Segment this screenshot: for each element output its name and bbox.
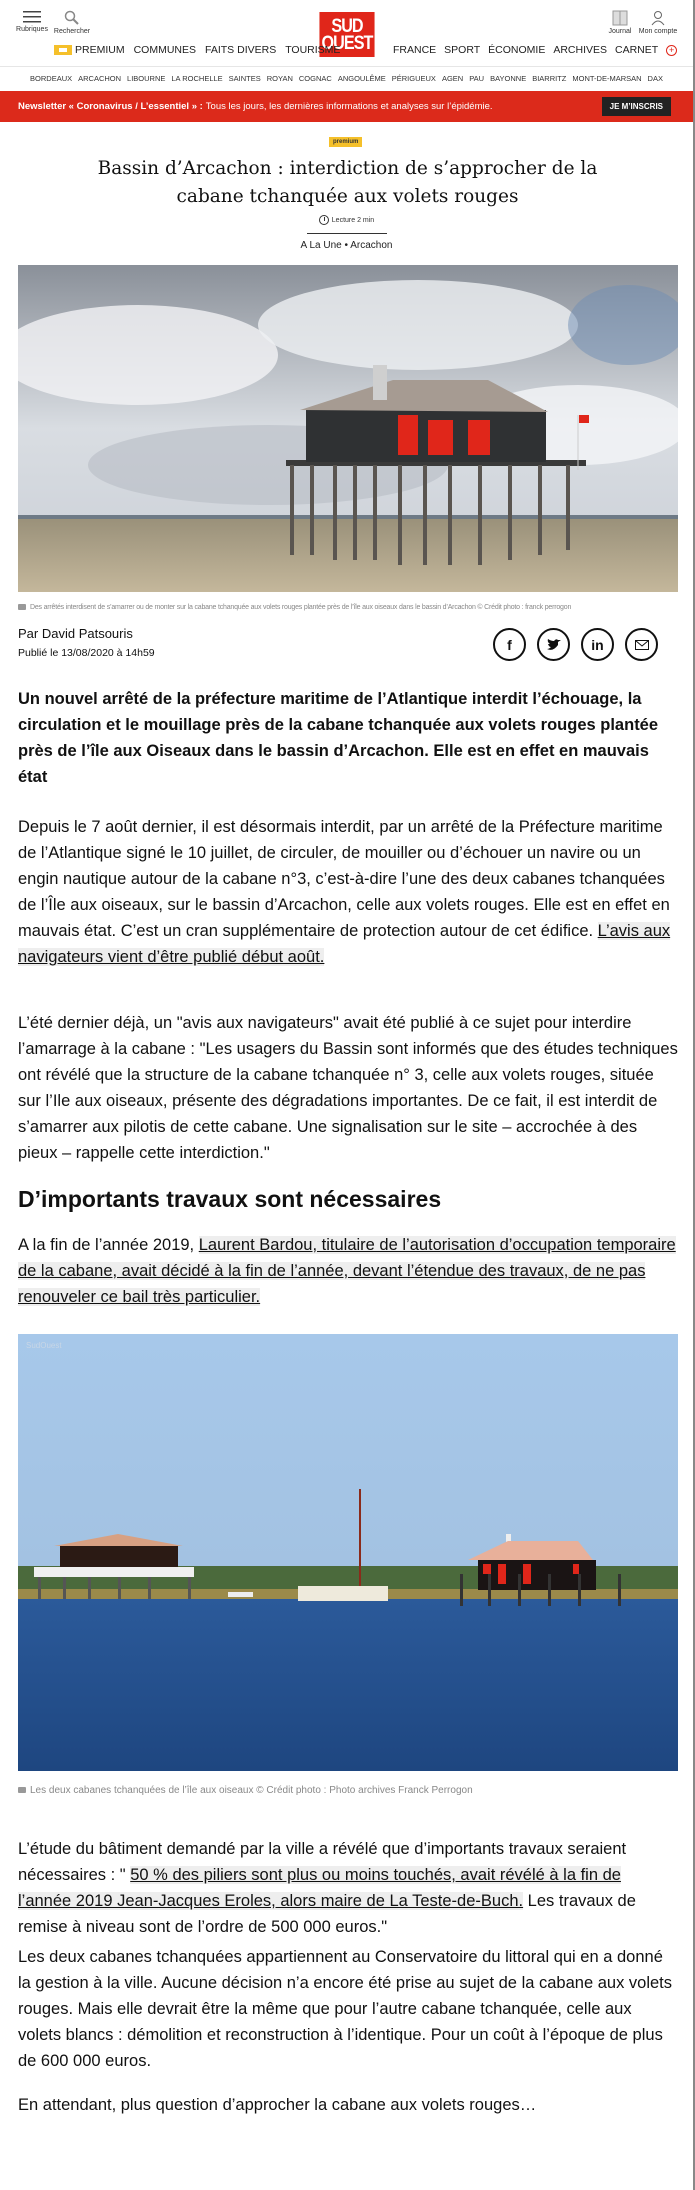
city-link[interactable]: ANGOULÊME (337, 74, 386, 83)
nav-carnet[interactable]: CARNET (615, 44, 659, 56)
article-title: Bassin d’Arcachon : interdiction de s’approcher de la cabane tchanquée aux volets rouges (97, 158, 598, 207)
share-buttons (493, 628, 658, 661)
nav-tourisme[interactable]: TOURISME (285, 44, 341, 56)
city-link[interactable]: LIBOURNE (127, 74, 166, 83)
paragraph-text: Les travaux de remise à niveau sont de l’ordre de 500 000 euros." (18, 1892, 636, 1936)
nav-archives[interactable]: ARCHIVES (553, 44, 608, 56)
main-photo (18, 265, 678, 592)
city-link[interactable]: DAX (647, 74, 663, 83)
nav-france[interactable]: FRANCE (393, 44, 437, 56)
search-icon (64, 10, 80, 26)
newsletter-title: Newsletter « Coronavirus / L’essentiel » : (18, 101, 203, 112)
linkedin-share-button[interactable] (581, 628, 614, 661)
reading-time-label: Lecture 2 min (331, 216, 375, 224)
city-link[interactable]: ARCACHON (78, 74, 122, 83)
linkedin-icon: in (591, 636, 604, 653)
city-link[interactable]: BAYONNE (490, 74, 527, 83)
photo-caption (18, 604, 571, 611)
paragraph (18, 1232, 678, 1310)
divider (307, 233, 387, 234)
secondary-photo (18, 1334, 678, 1771)
hamburger-menu-icon (23, 10, 41, 24)
camera-icon (18, 604, 26, 610)
paragraph: Les deux cabanes tchanquées appartiennent au Conservatoire du littoral qui en a donné la gestion à la ville. Aucune décision n’a encore été prise au sujet de la cabane aux volets rouges. Mais elle devrait être la même que pour l’autre cabane tchanquée, celle aux volets blancs : démolition et reconstruction à l’identique. Pour un coût à l’époque de plus de 600 000 euros. (18, 1948, 673, 2070)
city-link[interactable]: COGNAC (298, 74, 332, 83)
byline (18, 626, 155, 659)
search-label: Rechercher (53, 28, 91, 35)
inline-link[interactable]: Laurent Bardou, titulaire de l’autorisation d’occupation temporaire de la cabane, avait décidé à la fin de l’année, devant l’étendue des travaux, de ne pas renouveler ce bail très particulier. (18, 1236, 676, 1306)
clock-icon (319, 215, 329, 225)
more-plus-icon[interactable]: + (666, 45, 677, 56)
site-header (0, 0, 693, 58)
email-share-button[interactable] (625, 628, 658, 661)
account-label: Mon compte (638, 28, 678, 35)
photo-caption-text: Des arrêtés interdisent de s’amarrer ou de monter sur la cabane tchanquée aux volets rouges plantée près de l’île aux oiseaux dans le bassin d’Arcachon © Crédit photo : franck perrogon (30, 604, 572, 611)
paragraph-text: L’étude du bâtiment demandé par la ville a révélé que d’importants travaux seraient nécessaires : " (18, 1840, 627, 1884)
cities-nav (0, 66, 693, 88)
city-link[interactable]: PÉRIGUEUX (391, 74, 436, 83)
paragraph (18, 1836, 678, 1940)
logo-line-1: SUD (331, 14, 363, 37)
newspaper-icon (612, 10, 628, 26)
inline-link[interactable]: 50 % des piliers sont plus ou moins touchés, avait révélé à la fin de l’année 2019 Jean-Jacques Eroles, alors maire de La Teste-de-Buch. (18, 1866, 621, 1910)
newsletter-banner (0, 91, 693, 122)
paragraph-text: Depuis le 7 août dernier, il est désormais interdit, par un arrêté de la Préfecture maritime de l’Atlantique signé le 10 juillet, de circuler, de mouiller ou d’échouer un navire ou un engin nautique autour de la cabane n°3, c’est-à-dire l’une des deux cabanes tchanquées de l’Île aux oiseaux, sur le bassin d’Arcachon, celle aux volets rouges. Elle est en effet en mauvais état. C’est un cran supplémentaire de protection autour de cet édifice. (18, 818, 670, 940)
user-account-icon (650, 10, 666, 26)
rubriques-label: Rubriques (16, 26, 48, 33)
nav-economie[interactable]: ÉCONOMIE (488, 44, 546, 56)
city-link[interactable]: PAU (469, 74, 485, 83)
nav-premium-label: PREMIUM (75, 44, 125, 56)
facebook-share-button[interactable] (493, 628, 526, 661)
city-link[interactable]: MONT-DE-MARSAN (572, 74, 642, 83)
paragraph (18, 814, 678, 970)
city-link[interactable]: LA ROCHELLE (171, 74, 223, 83)
author-name[interactable]: Par David Patsouris (18, 626, 133, 641)
breadcrumb[interactable]: A La Une • Arcachon (300, 240, 393, 251)
city-link[interactable]: BORDEAUX (30, 74, 73, 83)
journal-button[interactable] (600, 10, 640, 35)
camera-icon (18, 1787, 26, 1793)
city-link[interactable]: ROYAN (266, 74, 293, 83)
premium-badge: premium (329, 137, 362, 147)
article-lead: Un nouvel arrêté de la préfecture maritime de l’Atlantique interdit l’échouage, la circulation et le mouillage près de la cabane tchanquée aux volets rouges plantée près de l’île aux Oiseaux dans le bassin d’Arcachon. Elle est en effet en mauvais état (18, 690, 659, 786)
envelope-icon (635, 640, 649, 650)
photo-watermark: SudOuest (26, 1341, 62, 1350)
city-link[interactable]: SAINTES (228, 74, 261, 83)
journal-label: Journal (608, 28, 632, 35)
logo-line-2: OUEST (321, 31, 373, 54)
twitter-share-button[interactable] (537, 628, 570, 661)
newsletter-text: Tous les jours, les dernières informations et analyses sur l’épidémie. (205, 101, 493, 112)
section-heading: D’importants travaux sont nécessaires (18, 1186, 442, 1212)
nav-communes[interactable]: COMMUNES (133, 44, 197, 56)
paragraph-text: A la fin de l’année 2019, (18, 1236, 199, 1254)
paragraph: L’été dernier déjà, un "avis aux navigateurs" avait été publié à ce sujet pour interdire l’amarrage à la cabane : "Les usagers du Bassin sont informés que des études techniques ont révélé que la structure de la cabane tchanquée n° 3, celle aux volets rouges, située sur l’Ile aux oiseaux, présente des dégradations importantes. De ce fait, il est interdit de s’amarrer aux pilotis de cette cabane. Une signalisation sur le site – accrochée à des pieux – rappelle cette interdiction." (18, 1014, 678, 1162)
inline-link[interactable]: L’avis aux navigateurs vient d’être publié début août. (18, 922, 671, 966)
newsletter-subscribe-button[interactable]: JE M’INSCRIS (602, 97, 671, 116)
photo-caption-text: Les deux cabanes tchanquées de l’île aux oiseaux © Crédit photo : Photo archives Franck Perrogon (30, 1785, 473, 1796)
paragraph: En attendant, plus question d’approcher la cabane aux volets rouges… (18, 2096, 537, 2114)
publish-date: Publié le 13/08/2020 à 14h59 (18, 647, 155, 659)
main-nav-right (393, 44, 677, 56)
nav-faits-divers[interactable]: FAITS DIVERS (205, 44, 277, 56)
reading-time (0, 215, 693, 225)
facebook-icon: f (507, 636, 512, 653)
nav-premium[interactable] (54, 44, 125, 56)
photo-caption (18, 1785, 473, 1796)
crown-icon (54, 45, 72, 55)
account-button[interactable] (638, 10, 678, 35)
city-link[interactable]: BIARRITZ (532, 74, 567, 83)
city-link[interactable]: AGEN (441, 74, 464, 83)
twitter-bird-icon (547, 639, 561, 651)
search-button[interactable] (52, 10, 92, 35)
rubriques-button[interactable] (12, 10, 52, 33)
nav-sport[interactable]: SPORT (444, 44, 481, 56)
main-nav-left (54, 44, 340, 56)
